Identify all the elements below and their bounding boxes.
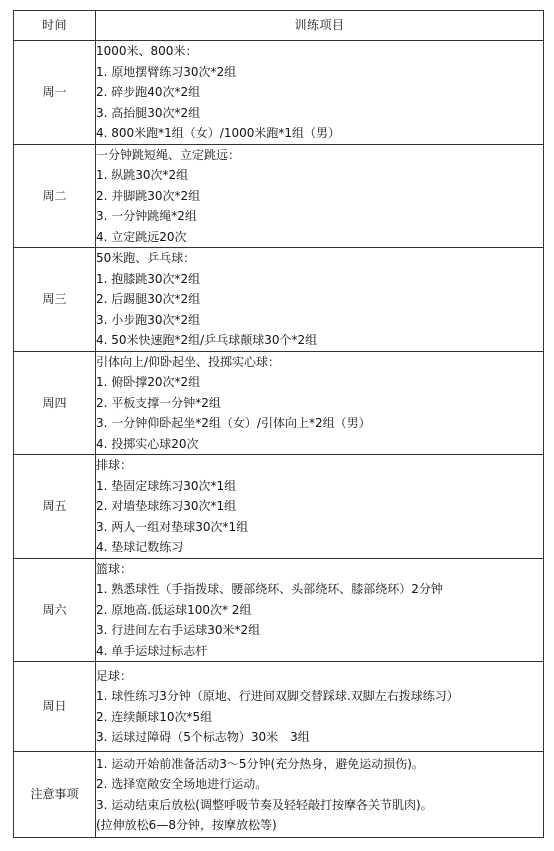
item-line: 1. 熟悉球性（手指拨球、腰部绕环、头部绕环、膝部绕环）2分钟	[96, 582, 443, 596]
item-line: 2. 连续颠球10次*5组	[96, 709, 213, 724]
day-items	[96, 248, 544, 352]
day-row-sunday	[14, 662, 544, 752]
item-line: 3. 高抬腿30次*2组	[96, 105, 201, 120]
day-items	[96, 662, 544, 752]
note-line: 2. 选择宽敞安全场地进行运动。	[96, 777, 268, 791]
header-row	[14, 11, 544, 41]
day-row-monday	[14, 41, 544, 145]
item-line: 50米跑、乒乓球：	[96, 251, 196, 265]
item-line: 1. 纵跳30次*2组	[96, 168, 189, 182]
item-line: 2. 原地高.低运球100次* 2组	[96, 602, 252, 617]
day-label: 周三	[14, 248, 96, 352]
note-line: 3. 运动结束后放松(调整呼吸节奏及轻轻敲打按摩各关节肌肉)。	[96, 797, 433, 812]
item-line: 足球：	[96, 668, 133, 683]
item-line: 1. 球性练习3分钟（原地、行进间双脚交替踩球.双脚左右拨球练习）	[96, 689, 459, 703]
item-line: 4. 800米跑*1组（女）/1000米跑*1组（男）	[96, 126, 341, 140]
day-label: 周一	[14, 41, 96, 145]
item-line: 排球：	[96, 458, 133, 472]
training-schedule	[13, 10, 543, 838]
item-line: 4. 投掷实心球20次	[96, 436, 199, 451]
day-label: 周六	[14, 558, 96, 662]
day-items	[96, 558, 544, 662]
day-row-tuesday	[14, 144, 544, 248]
item-line: 1. 俯卧撑20次*2组	[96, 375, 201, 389]
day-items	[96, 351, 544, 455]
item-line: 1. 原地摆臂练习30次*2组	[96, 64, 237, 79]
item-line: 3. 运球过障碍（5个标志物）30米 3组	[96, 730, 310, 744]
item-line: 3. 两人一组对垫球30次*1组	[96, 519, 249, 534]
item-line: 4. 50米快速跑*2组/乒乓球颠球30个*2组	[96, 333, 318, 347]
item-line: 3. 小步跑30次*2组	[96, 312, 201, 327]
header-training-items: 训练项目	[96, 11, 544, 41]
item-line: 3. 行进间左右手运球30米*2组	[96, 623, 261, 637]
item-line: 1. 垫固定球练习30次*1组	[96, 478, 237, 493]
item-line: 3. 一分钟仰卧起坐*2组（女）/引体向上*2组（男）	[96, 416, 371, 430]
day-items	[96, 41, 544, 145]
header-time: 时间	[14, 11, 96, 41]
note-line: (拉伸放松6—8分钟，按摩放松等)	[96, 818, 277, 832]
day-label: 周四	[14, 351, 96, 455]
item-line: 1000米、800米：	[96, 44, 198, 58]
item-line: 4. 立定跳远20次	[96, 229, 187, 244]
day-label: 周二	[14, 144, 96, 248]
day-label: 周五	[14, 455, 96, 559]
item-line: 2. 平板支撑一分钟*2组	[96, 395, 221, 410]
notes-items	[96, 752, 544, 838]
day-row-saturday	[14, 558, 544, 662]
notes-row	[14, 752, 544, 838]
notes-label: 注意事项	[14, 752, 96, 838]
item-line: 2. 碎步跑40次*2组	[96, 85, 201, 99]
item-line: 2. 并脚跳30次*2组	[96, 188, 201, 203]
item-line: 2. 后踢腿30次*2组	[96, 292, 201, 306]
day-label: 周日	[14, 662, 96, 752]
item-line: 4. 单手运球过标志杆	[96, 643, 208, 658]
item-line: 3. 一分钟跳绳*2组	[96, 209, 197, 223]
day-row-thursday	[14, 351, 544, 455]
item-line: 一分钟跳短绳、立定跳远：	[96, 147, 241, 162]
item-line: 1. 抱膝跳30次*2组	[96, 271, 201, 286]
item-line: 引体向上/仰卧起坐、投掷实心球：	[96, 354, 281, 369]
day-row-wednesday	[14, 248, 544, 352]
note-line: 1. 运动开始前准备活动3～5分钟(充分热身，避免运动损伤)。	[96, 756, 424, 771]
item-line: 2. 对墙垫球练习30次*1组	[96, 499, 237, 513]
item-line: 4. 垫球记数练习	[96, 540, 184, 554]
day-items	[96, 144, 544, 248]
item-line: 篮球：	[96, 561, 133, 576]
day-row-friday	[14, 455, 544, 559]
schedule-table	[13, 10, 544, 838]
day-items	[96, 455, 544, 559]
